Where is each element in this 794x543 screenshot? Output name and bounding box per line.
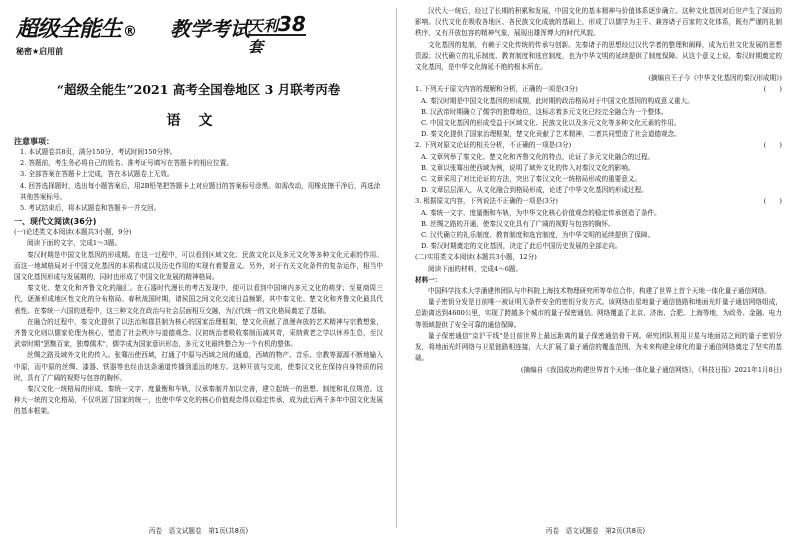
question-option: B. 丝绸之路的开通，使秦汉文化具有了广阔的视野与包容的胸怀。 <box>421 219 615 228</box>
question-stem: 2. 下列对原文论证的相关分析，不正确的一项是(3分) ( ) <box>415 141 782 150</box>
source-citation: (摘编自王子今《中华文化基因的秦汉形成期》) <box>648 74 782 83</box>
question-option: C. 汉代确立的礼乐制度、教育制度和选官制度，为中华文明的延续提供了保障。 <box>421 231 655 240</box>
page-footer: 丙卷 语文试题卷 第2页(共8页) <box>545 527 646 535</box>
instruction: 阅读下面的文字，完成1～3题。 <box>27 239 122 248</box>
note-item: 3. 全部答案在答题卡上完成，答在本试题卷上无效。 <box>20 170 174 179</box>
passage-paragraph: 秦汉文化一统格局的形成。秦统一文字、度量衡和车轨，汉承秦制并加以完善，建立起统一的思想、制度和礼仪规范。这种大一统的文化格局，不仅巩固了国家的统一，也使中华文化的核心价值观念得以稳定传承，成为此后两千多年中国文化发展的基本框架。 <box>14 385 383 416</box>
passage-paragraph: 在融合的过程中，秦文化提供了以法治和郡县制为核心的国家治理框架，楚文化贡献了浪漫奔放的艺术精神与宗教想象，齐鲁文化则以儒家伦理为核心，塑造了社会秩序与道德观念。汉初统治者吸收秦制而减其苛，采纳黄老之学以休养生息，至汉武帝时期"罢黜百家，独尊儒术"，儒学成为国家意识形态，多元文化最终整合为一个有机的整体。 <box>14 317 383 349</box>
source-citation: (摘编自《我国成功构建世界首个天地一体化量子通信网络》，《科技日报》2021年1月8日) <box>520 365 782 374</box>
question-option: C. 中国文化基因的形成受益于区域文化、民族文化以及多元文化等多种文化元素的作用。 <box>421 119 681 128</box>
material-paragraph: 中国科学技术大学潘建伟团队与中科院上海技术物理研究所等单位合作，构建了世界上首个天地一体化量子通信网络。 <box>428 287 771 296</box>
note-item: 5. 考试结束后，将本试题卷和答题卡一并交回。 <box>20 204 161 213</box>
question-stem: 1. 下列关于原文内容的理解和分析，正确的一项是(3分) ( ) <box>415 85 782 94</box>
question-option: A. 文章列举了秦文化、楚文化和齐鲁文化的特点，论证了多元文化融合的过程。 <box>421 152 655 161</box>
material-paragraph: 量子保密通信"京沪干线"是目前世界上最远距离的量子保密通信骨干网。研究团队利用卫星与地面站之间的量子密钥分发，将地面光纤网络与卫星链路相连接，大大扩展了量子通信的覆盖范围，为未来构建全球化的量子通信网络奠定了坚实的基础。 <box>415 331 782 363</box>
notes-heading: 注意事项： <box>14 137 54 146</box>
header <box>14 6 383 64</box>
note-item: 4. 回答选择题时，选出每小题答案后，用2B铅笔把答题卡上对应题目的答案标号涂黑。如需改动，用橡皮擦干净后，再选涂其他答案标号。 <box>20 181 381 201</box>
question-option: B. 文章以张骞出使西域为例，说明了域外文化的传入对秦汉文化的影响。 <box>421 163 635 172</box>
passage-paragraph: 秦汉时期是中国文化基因的形成期。在这一过程中，可以看到区域文化、民族文化以及多元文化等多种文化元素的作用。而这一地域格局对于中国文化基因的本质构成以及历史作用的实现有着要意义。另外，对于有关文化条件的复杂运作，相当中国文化基因形成与发展期的，同时也形成了中国文化发展的精神格局。 <box>14 250 383 282</box>
question-option: D. 文章层层深入，从文化融合到格局形成，论述了中华文化基因的形成过程。 <box>421 186 648 195</box>
question-option: D. 秦文化提供了国家治理框架，楚文化贡献了艺术精神，二者共同塑造了社会道德观念。 <box>421 130 681 139</box>
page-footer: 丙卷 语文试题卷 第1页(共8页) <box>148 527 249 535</box>
tianli-logo: 天利38套 <box>248 12 306 56</box>
passage-paragraph: 丝绸之路及域外文化的传入。张骞出使西域，打通了中原与西域之间的通道，西域的物产、音乐、宗教等源源不断地输入中原，而中原的丝绸、漆器、铁器等也经由这条通道传播到遥远的地方。这种开放与交流，使秦汉文化在保持自身特质的同时，具有了广阔的视野与包容的胸怀。 <box>14 351 383 382</box>
page-2 <box>397 0 794 543</box>
brand-logo: 超级全能生 ® <box>16 17 137 42</box>
passage-paragraph: 汉代大一统后，经过了长期的积累和发展，中国文化的基本精神与价值体系逐步确立。这种文化基因对后世产生了深远的影响。汉代文化在吸收各地区、各民族文化成就的基础上，形成了以儒学为主干、兼容诸子百家的文化体系，既有严谨的礼制秩序，又有开放包容的精神气象，展现出雄浑博大的时代风貌。 <box>415 7 782 38</box>
subsection-heading: (一)论述类文本阅读(本题共3小题，9分) <box>14 228 132 237</box>
question-option: A. 秦汉时期是中国文化基因的形成期，此时期的政治格局对于中国文化基因的构成意义重大。 <box>421 96 694 105</box>
instruction: 阅读下面的材料，完成4～6题。 <box>428 264 523 273</box>
material-paragraph: 量子密钥分发是目前唯一被证明无条件安全的密钥分发方式。该网络由星地量子通信链路和地面光纤量子通信网络组成，总距离达到4600公里，实现了跨越多个城市的量子保密通信。网络覆盖了北京、济南、合肥、上海等地，为政务、金融、电力等领域提供了安全可靠的通信保障。 <box>415 298 782 329</box>
material-heading: 材料一： <box>415 275 442 284</box>
question-stem: 3. 根据原文内容，下列说法不正确的一项是(3分) ( ) <box>415 197 782 206</box>
question-option: C. 文章采用了对比论证的方法，突出了秦汉文化一统格局形成的重要意义。 <box>421 175 642 184</box>
exam-title: “超级全能生”2021 高考全国卷地区 3 月联考丙卷 <box>56 82 341 97</box>
note-item: 2. 答题前，考生务必将自己的姓名、准考证号填写在答题卡的相应位置。 <box>20 159 233 168</box>
section-heading: 一、现代文阅读(36分) <box>14 217 97 227</box>
passage-paragraph: 文化基因的复制，有赖于文化传统的传承与创新。先秦诸子的思想经过汉代学者的整理和阐释，成为后世文化发展的思想资源；汉代确立的礼乐制度、教育制度和选官制度，也为中华文明的延续提供了制度保障。从这个意义上说，秦汉时期奠定的文化基因，是中华文化绵延不绝的根本所在。 <box>415 40 782 72</box>
question-option: A. 秦统一文字、度量衡和车轨，为中华文化核心价值观念的稳定传承创造了条件。 <box>421 208 661 217</box>
subsection-heading: (二)实用类文本阅读(本题共3小题，12分) <box>415 253 537 262</box>
passage-paragraph: 秦文化、楚文化和齐鲁文化的融汇。在石器时代漫长的考古发现中，便可以看到中国境内多元文化的萌芽；至夏商周三代，逐渐形成地区性文化的分布格局。春秋战国时期，诸侯国之间文化交流日益频繁，其中秦文化、楚文化和齐鲁文化最具代表性。在秦统一六国的进程中，这三种文化在政治与社会层面相互交融，为汉代统一的文化格局奠定了基础。 <box>14 284 383 315</box>
secret-label: 秘密★启用前 <box>16 47 64 56</box>
note-item: 1. 本试题卷共8页，满分150分，考试时间150分钟。 <box>20 148 177 156</box>
brand-subtitle: 教学考试 <box>170 17 250 41</box>
question-option: B. 汉武帝时期确立了儒学的独尊地位，这标志着多元文化已经完全融合为一个整体。 <box>421 107 668 116</box>
question-option: D. 秦汉时期奠定的文化基因，决定了此后中国历史发展的全部走向。 <box>421 242 622 251</box>
subject-title: 语文 <box>166 113 231 129</box>
